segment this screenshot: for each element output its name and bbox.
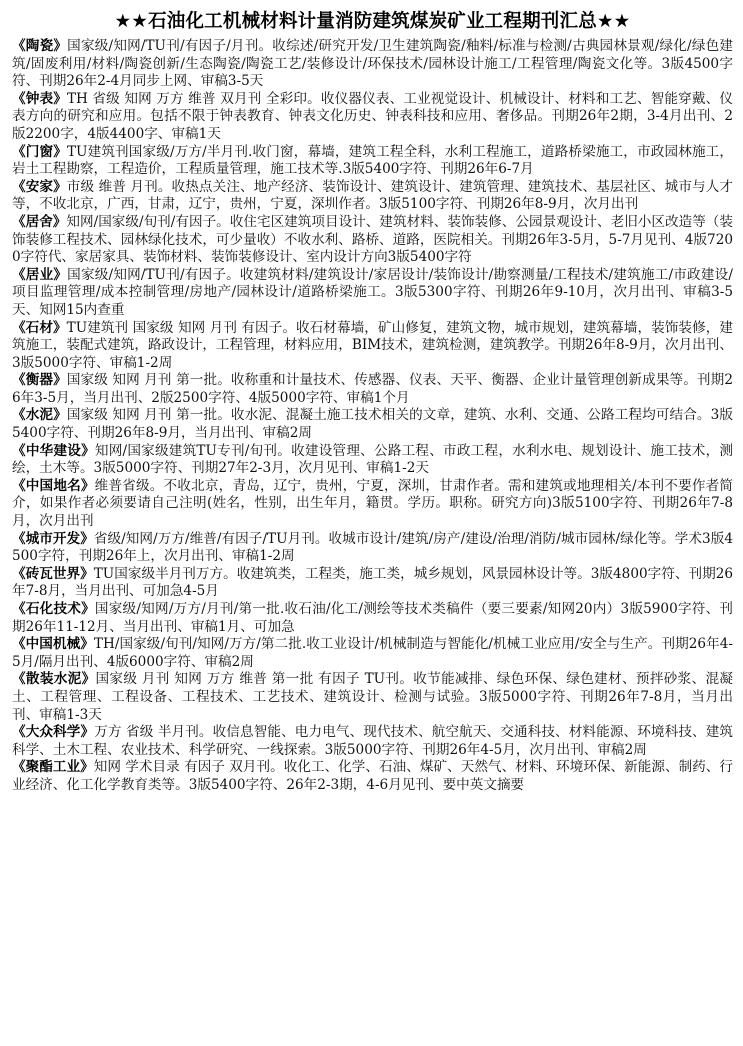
journal-desc: 万方 省级 半月刊。收信息智能、电力电气、现代技术、航空航天、交通科技、材料能源、环境科技、建筑科学、土木工程、农业技术、科学研究、一线探索。3版5000字符、刊期26年4-5月，次月出刊、审稿2周 xyxy=(12,724,734,758)
journal-name: 《居业》 xyxy=(12,266,68,283)
journal-desc: 维普省级。不收北京，青岛，辽宁，贵州，宁夏，深圳，甘肃作者。需和建筑或地理相关/本刊不要作者简介，如果作者必须要请自己注明(姓名，性别，出生年月，籍贯。学历。职称。研究方向)3版5100字符、刊期26年7-8月，次月出刊 xyxy=(12,477,734,530)
journal-entry xyxy=(12,320,733,373)
journal-entry xyxy=(12,724,733,759)
journal-desc: 国家级 月刊 知网 万方 维普 第一批 有因子 TU刊。收节能减排、绿色环保、绿色建材、预拌砂浆、混凝土、工程管理、工程设备、工程技术、工艺技术、建筑设计、检测与试验。3版5000字符、刊期26年7-8月，当月出刊、审稿1-3天 xyxy=(12,671,733,723)
journal-name: 《陶瓷》 xyxy=(12,38,68,54)
journal-entry xyxy=(12,144,733,179)
journal-entry xyxy=(12,372,733,407)
journal-desc: TU国家级半月刊万方。收建筑类，工程类，施工类，城乡规划，风景园林设计等。3版4800字符、刊期26年7-8月，当月出刊、可加急4-5月 xyxy=(12,565,734,600)
journal-desc: 省级/知网/万方/维普/有因子/TU月刊。收城市设计/建筑/房产/建设/治理/消防/城市园林/绿化等。学术3版4500字符，刊期26年上，次月出刊、审稿1-2周 xyxy=(12,530,733,565)
journal-entry xyxy=(12,478,733,531)
journal-name: 《中国地名》 xyxy=(12,477,95,494)
journal-name: 《石材》 xyxy=(12,319,67,336)
journal-entry xyxy=(12,636,733,671)
journal-desc: TU建筑刊国家级/万方/半月刊.收门窗，幕墙，建筑工程全科，水利工程施工，道路桥梁施工，市政园林施工，岩土工程勘察，工程造价，工程质量管理，施工技术等.3版5400字符、刊期26年6-7月 xyxy=(12,143,733,178)
journal-entry xyxy=(12,91,733,144)
journal-entry xyxy=(12,671,733,724)
journal-desc: 市级 维普 月刊。收热点关注、地产经济、装饰设计、建筑设计、建筑管理、建筑技术、基层社区、城市与人才等，不收北京，广西，甘肃，辽宁，贵州，宁夏，深圳作者。3版5100字符、刊期26年8-9月，次月出刊 xyxy=(12,178,734,213)
journal-desc: TU建筑刊 国家级 知网 月刊 有因子。收石材幕墙，矿山修复，建筑文物，城市规划，建筑幕墙，装饰装修，建筑施工，装配式建筑，路政设计，工程管理，材料应用，BIM技术，建筑检测，建筑教学。刊期26年8-9月，次月出刊、3版5000字符、审稿1-2周 xyxy=(12,319,733,371)
journal-desc: 国家级 知网 月刊 第一批。收水泥、混凝土施工技术相关的文章，建筑、水利、交通、公路工程均可结合。3版5400字符、刊期26年8-9月，当月出刊、审稿2周 xyxy=(12,407,733,442)
journal-desc: 国家级/知网/TU刊/有因子/月刊。收综述/研究开发/卫生建筑陶瓷/釉料/标准与检测/古典园林景观/绿化/绿色建筑/固废利用/材料/陶瓷创新/生态陶瓷/陶瓷工艺/装修设计/环保技术/园林设计施工/工程管理/陶瓷文化等。3版4500字符、刊期26年2-4月同步上网、审稿3-5天 xyxy=(12,38,734,90)
journal-list xyxy=(12,38,733,795)
journal-name: 《中华建设》 xyxy=(12,442,95,459)
journal-entry xyxy=(12,443,733,478)
journal-entry xyxy=(12,407,733,442)
journal-name: 《城市开发》 xyxy=(12,530,94,547)
journal-desc: 国家级/知网/TU刊/有因子。收建筑材料/建筑设计/家居设计/装饰设计/勘察测量/工程技术/建筑施工/市政建设/项目监理管理/成本控制管理/房地产/园林设计/道路桥梁施工。3版5300字符、刊期26年9-10月，次月出刊、审稿3-5天、知网15内查重 xyxy=(12,266,734,318)
journal-desc: TH/国家级/旬刊/知网/万方/第二批.收工业设计/机械制造与智能化/机械工业应用/安全与生产。刊期26年4-5月/隔月出刊、4版6000字符、审稿2周 xyxy=(12,636,734,670)
journal-name: 《砖瓦世界》 xyxy=(12,565,94,582)
journal-entry xyxy=(12,531,733,566)
journal-entry xyxy=(12,759,733,794)
journal-desc: 知网/国家级/旬刊/有因子。收住宅区建筑项目设计、建筑材料、装饰装修、公园景观设计、老旧小区改造等（装饰装修工程技术、园林绿化技术，可少量收）不收水利、路桥、道路，医院相关。刊期26年3-5月，5-7月见刊、4版7200字符代、家居家具、装饰材料、装饰装修设计、室内设计方向3版5400字符 xyxy=(12,213,733,266)
journal-entry xyxy=(12,179,733,214)
journal-name: 《聚酯工业》 xyxy=(12,759,94,776)
journal-entry xyxy=(12,601,733,636)
journal-name: 《安家》 xyxy=(12,178,67,195)
journal-name: 《居舍》 xyxy=(12,213,67,230)
journal-name: 《门窗》 xyxy=(12,143,67,160)
journal-desc: 国家级 知网 月刊 第一批。收称重和计量技术、传感器、仪表、天平、衡器、企业计量管理创新成果等。刊期26年3-5月，当月出刊、2版2500字符、4版5000字符、审稿1个月 xyxy=(12,372,733,406)
journal-name: 《钟表》 xyxy=(12,90,67,107)
journal-desc: 知网 学术目录 有因子 双月刊。收化工、化学、石油、煤矿、天然气、材料、环境环保、新能源、制药、行业经济、化工化学教育类等。3版5400字符、26年2-3期，4-6月见刊、要中英文摘要 xyxy=(12,759,734,793)
journal-name: 《大众科学》 xyxy=(12,724,95,741)
journal-name: 《衡器》 xyxy=(12,372,67,389)
journal-entry xyxy=(12,38,733,91)
journal-desc: TH 省级 知网 万方 维普 双月刊 全彩印。收仪器仪表、工业视觉设计、机械设计、材料和工艺、智能穿戴、仪表方向的研究和应用。包括不限于钟表教育、钟表文化历史、钟表科技和应用、奢侈品。刊期26年2期，3-4月出刊、2版2200字，4版4400字、审稿1天 xyxy=(12,90,733,142)
journal-name: 《散装水泥》 xyxy=(12,671,96,688)
journal-desc: 知网/国家级建筑TU专刊/旬刊。收建设管理、公路工程、市政工程，水利水电、规划设计、施工技术，测绘，土木等。3版5000字符、刊期27年2-3月，次月见刊、审稿1-2天 xyxy=(12,442,733,477)
journal-entry xyxy=(12,214,733,267)
journal-name: 《中国机械》 xyxy=(12,636,94,653)
journal-entry xyxy=(12,267,733,320)
journal-name: 《石化技术》 xyxy=(12,601,95,617)
journal-entry xyxy=(12,566,733,601)
journal-name: 《水泥》 xyxy=(12,407,67,424)
page-title: ★★石油化工机械材料计量消防建筑煤炭矿业工程期刊汇总★★ xyxy=(114,11,631,32)
journal-desc: 国家级/知网/万方/月刊/第一批.收石油/化工/测绘等技术类稿件（要三要素/知网20内）3版5900字符、刊期26年11-12月、当月出刊、审稿1月、可加急 xyxy=(12,601,734,635)
